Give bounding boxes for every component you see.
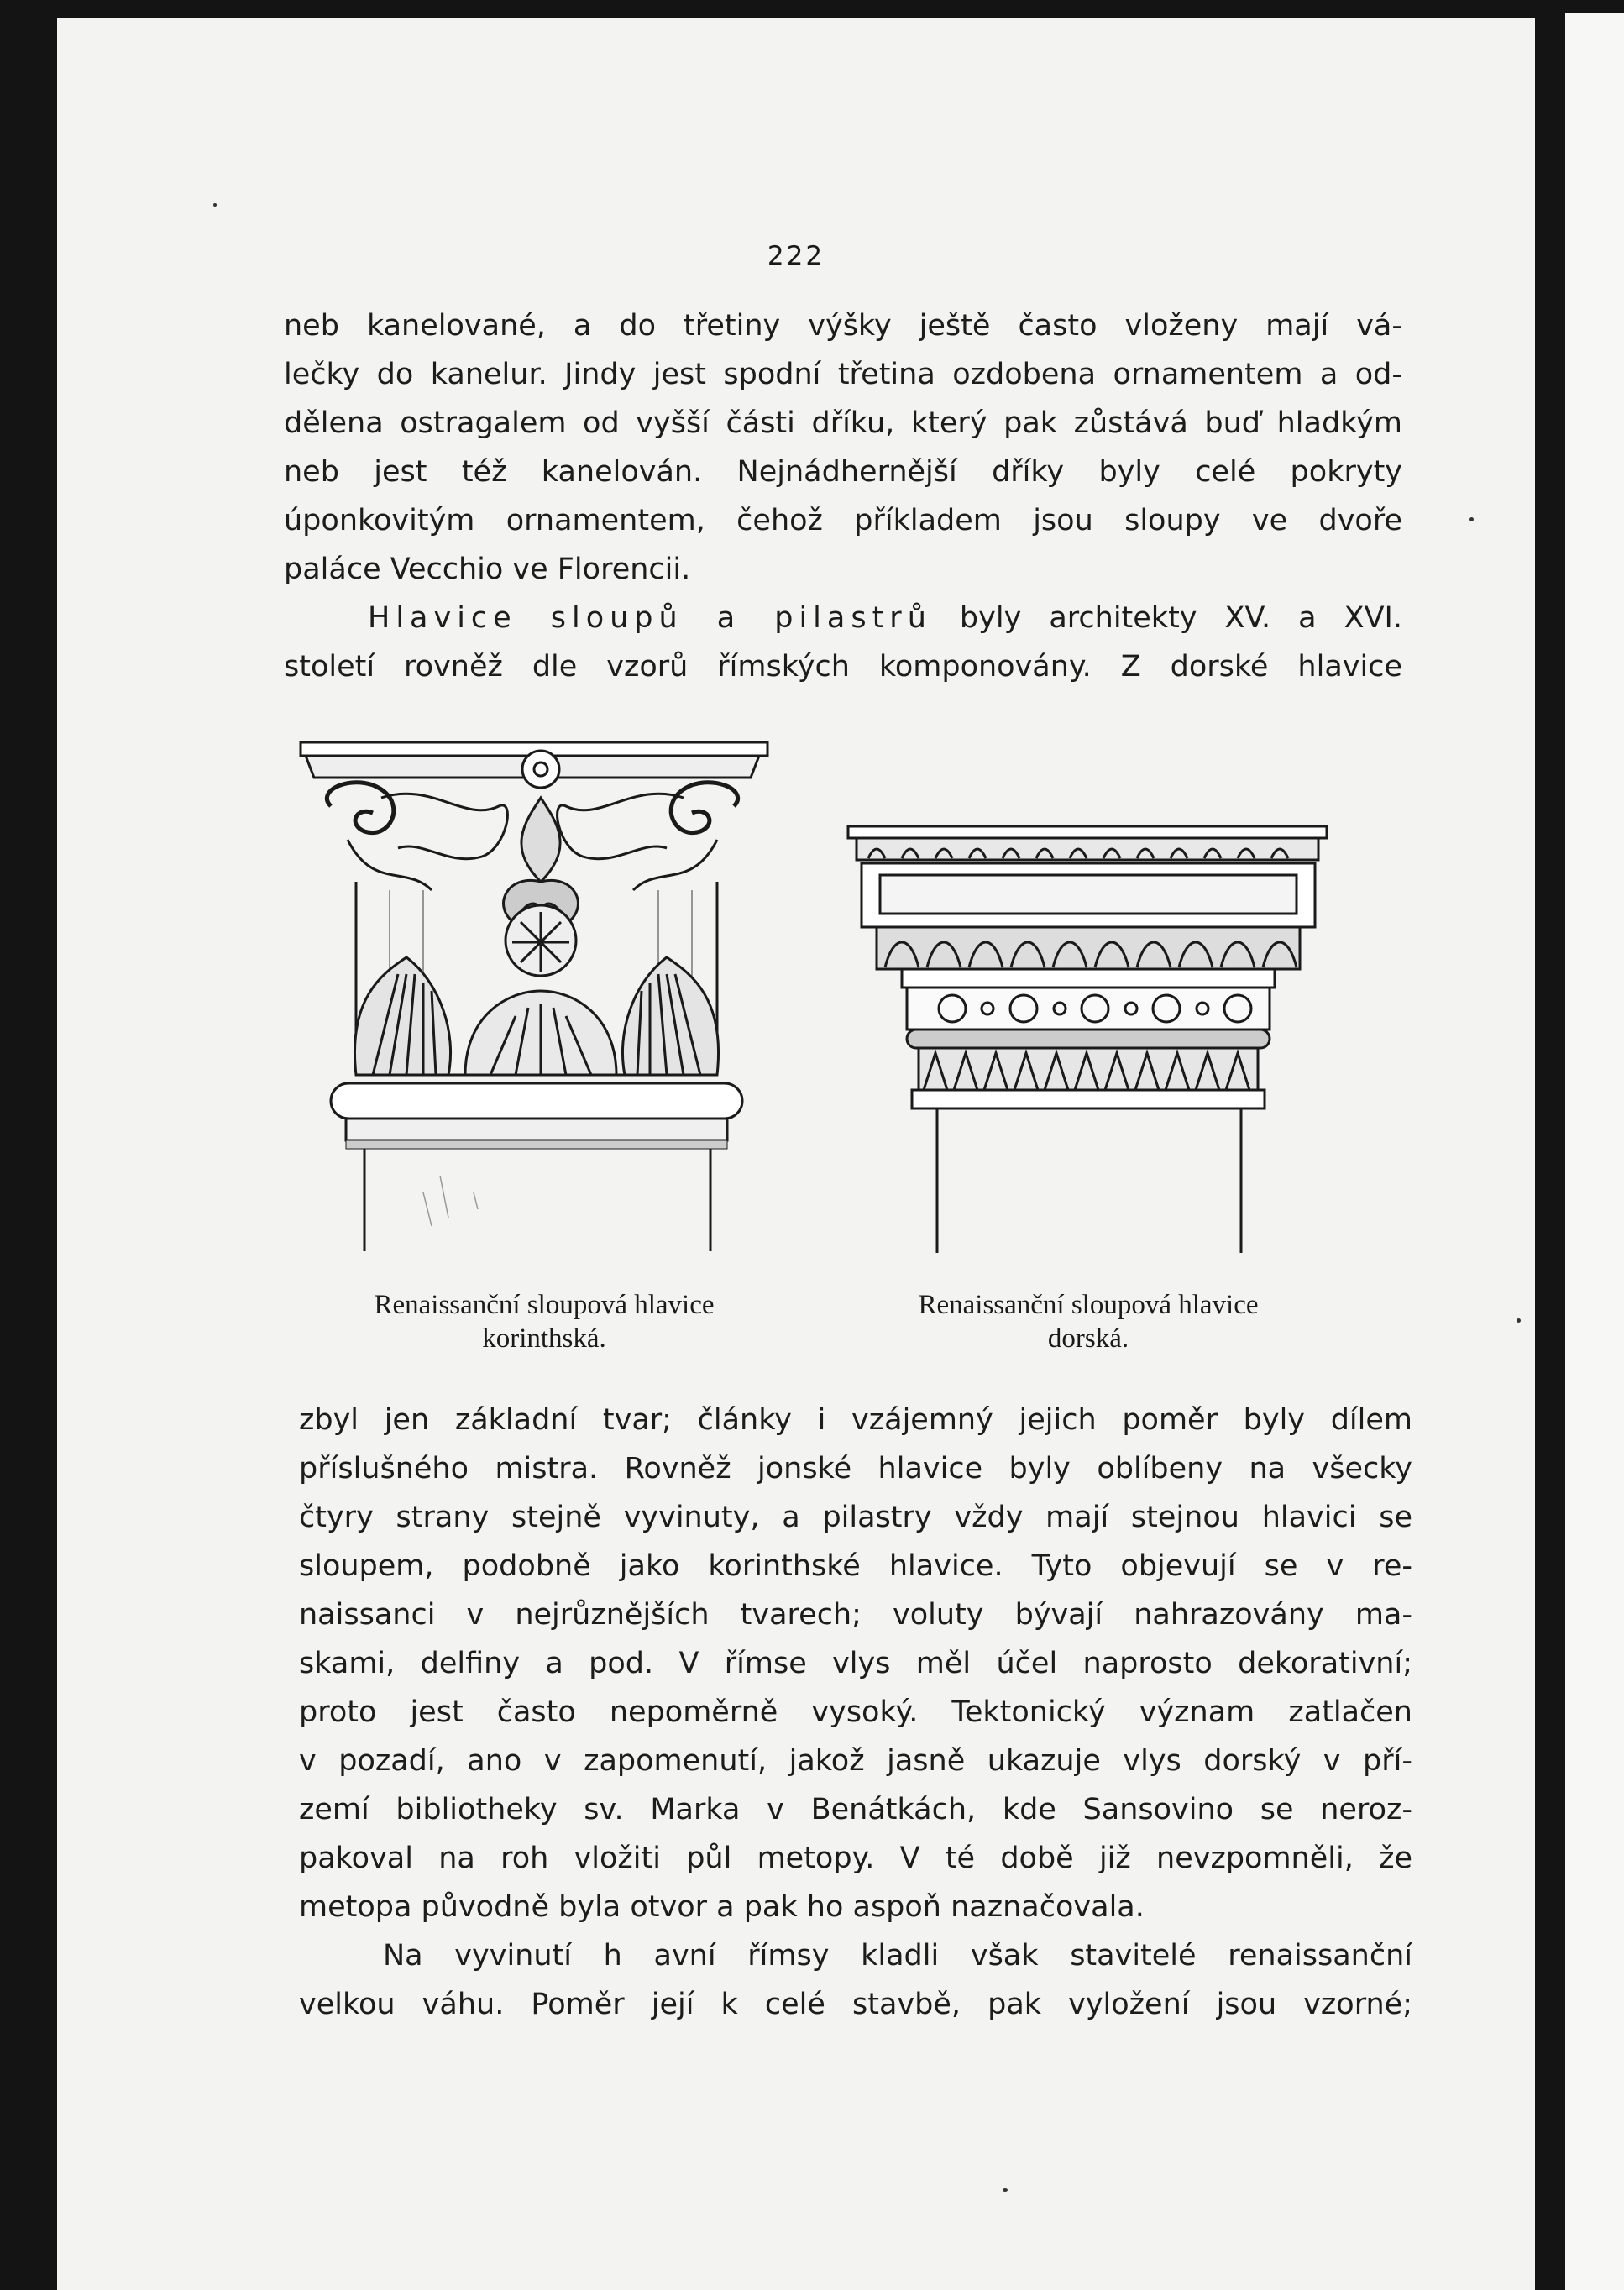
corinthian-capital-figure: [297, 722, 835, 1260]
text-line: lečky do kanelur. Jindy jest spodní třetina ozdobena ornamentem a od-: [284, 358, 1402, 391]
text-line: zbyl jen základní tvar; články i vzájemný jejich poměr byly dílem: [299, 1403, 1412, 1437]
text-line: sloupem, podobně jako korinthské hlavice. Tyto objevují se v re-: [299, 1549, 1412, 1583]
text-fragment: byly architekty XV. a XVI.: [931, 601, 1402, 635]
page-number: 222: [767, 241, 825, 271]
text-line: [284, 594, 1402, 642]
caption-line: Renaissanční sloupová hlavice: [374, 1290, 715, 1320]
text-line: proto jest často nepoměrně vysoký. Tektonický význam zatlačen: [299, 1695, 1412, 1729]
book-page: [57, 18, 1535, 2290]
text-line: Na vyvinutí h avní římsy kladli však stavitelé renaissanční: [383, 1939, 1412, 1973]
text-line: v pozadí, ano v zapomenutí, jakož jasně ukazuje vlys dorský v pří-: [299, 1744, 1412, 1778]
speck: [213, 203, 217, 207]
text-line: skami, delfiny a pod. V římse vlys měl účel naprosto dekorativní;: [299, 1647, 1412, 1680]
caption-right: [853, 1288, 1323, 1355]
text-line: paláce Vecchio ve Florencii.: [284, 553, 691, 586]
caption-line: Renaissanční sloupová hlavice: [918, 1290, 1259, 1320]
doric-capital-figure: [843, 808, 1330, 1261]
text-line: velkou váhu. Poměr její k celé stavbě, pak vyložení jsou vzorné;: [299, 1988, 1412, 2021]
text-line: pakoval na roh vložiti půl metopy. V té době již nevzpomněli, že: [299, 1842, 1412, 1875]
text-line: metopa původně byla otvor a pak ho aspoň naznačovala.: [299, 1890, 1145, 1924]
text-line: úponkovitým ornamentem, čehož příkladem jsou sloupy ve dvoře: [284, 504, 1402, 537]
text-line: neb kanelované, a do třetiny výšky ještě často vloženy mají vá-: [284, 309, 1402, 343]
caption-line: korinthská.: [482, 1323, 606, 1354]
text-line: čtyry strany stejně vyvinuty, a pilastry vždy mají stejnou hlavici se: [299, 1501, 1412, 1534]
text-line: zemí bibliotheky sv. Marka v Benátkách, kde Sansovino se neroz-: [299, 1793, 1412, 1826]
text-line: dělena ostragalem od vyšší části dříku, který pak zůstává buď hladkým: [284, 406, 1402, 440]
text-line: naissanci v nejrůznějších tvarech; voluty bývají nahrazovány ma-: [299, 1598, 1412, 1632]
paragraph-top: [284, 301, 1402, 691]
text-line: neb jest též kanelován. Nejnádhernější dříky byly celé pokryty: [284, 455, 1402, 489]
speck: [1003, 2188, 1008, 2192]
adjacent-page-strip: [1565, 13, 1624, 2290]
caption-left: [309, 1288, 779, 1355]
text-line: století rovněž dle vzorů římských komponovány. Z dorské hlavice: [284, 650, 1402, 684]
speck: [1517, 1318, 1521, 1323]
caption-line: dorská.: [1047, 1323, 1129, 1354]
paragraph-bottom: [299, 1396, 1412, 2029]
spaced-phrase: Hlavice sloupů a pilastrů: [368, 601, 932, 635]
speck: [1469, 517, 1474, 521]
text-line: příslušného mistra. Rovněž jonské hlavice byly oblíbeny na všecky: [299, 1452, 1412, 1486]
